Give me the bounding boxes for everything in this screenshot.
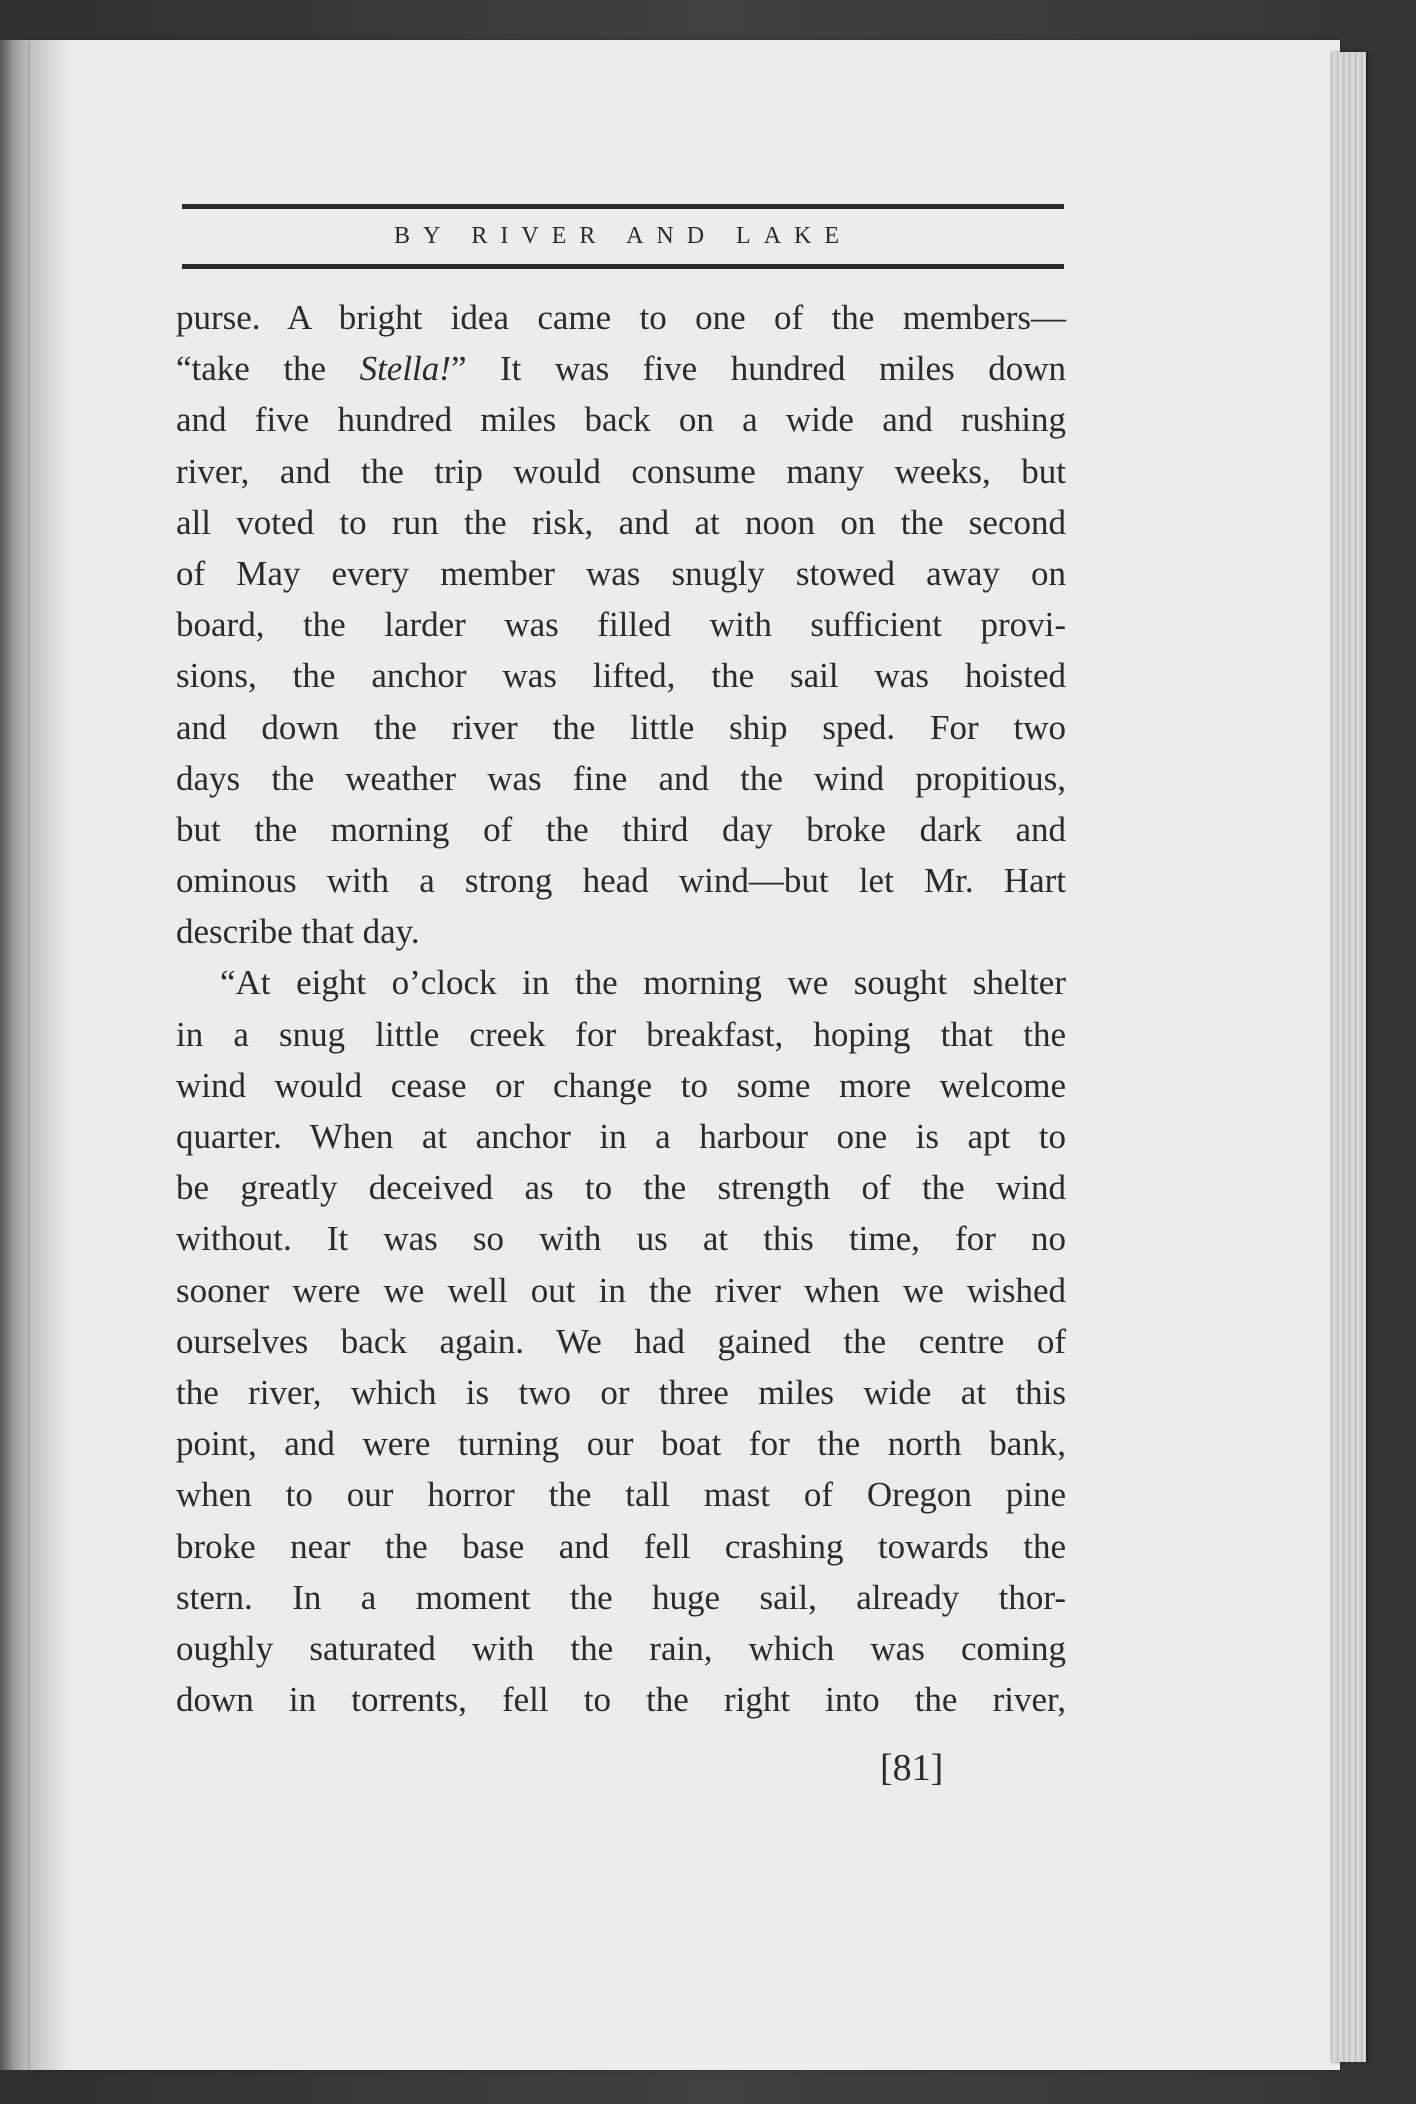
body-text xyxy=(176,292,1066,1725)
text-line: be greatly deceived as to the strength of the wind xyxy=(176,1168,1066,1208)
header-rule-top xyxy=(182,204,1064,209)
text-line: and five hundred miles back on a wide and rushing xyxy=(176,400,1066,440)
gutter-shadow xyxy=(30,40,70,2070)
text-line: point, and were turning our boat for the north bank, xyxy=(176,1424,1066,1464)
running-head: BY RIVER AND LAKE xyxy=(393,223,853,249)
text-line: sooner were we well out in the river when we wished xyxy=(176,1270,1066,1310)
text-line: board, the larder was filled with sufficient provi- xyxy=(176,605,1066,645)
text-line: describe that day. xyxy=(176,912,420,952)
boat-name: Stella! xyxy=(359,349,451,389)
text-line: wind would cease or change to some more welcome xyxy=(176,1065,1066,1105)
quote-open: “take the xyxy=(176,349,360,389)
text-line xyxy=(176,343,1066,394)
line-continuation: It was five hundred miles down xyxy=(499,349,1066,389)
text-line: stern. In a moment the huge sail, already thor- xyxy=(176,1577,1066,1617)
text-line: and down the river the little ship sped. For two xyxy=(176,707,1066,747)
page-stack-edge xyxy=(1330,52,1366,2062)
text-line: oughly saturated with the rain, which was coming xyxy=(176,1628,1066,1668)
text-line: purse. A bright idea came to one of the members— xyxy=(176,298,1066,337)
text-line: all voted to run the risk, and at noon on the second xyxy=(176,502,1066,542)
text-line: the river, which is two or three miles wide at this xyxy=(176,1372,1066,1412)
quote-close: ” xyxy=(450,349,500,389)
text-line: quarter. When at anchor in a harbour one is apt to xyxy=(176,1117,1066,1156)
text-line: ourselves back again. We had gained the centre of xyxy=(176,1321,1066,1361)
page-number: [81] xyxy=(880,1747,944,1789)
text-line: in a snug little creek for breakfast, hoping that the xyxy=(176,1014,1066,1054)
text-line: when to our horror the tall mast of Oregon pine xyxy=(176,1475,1066,1515)
header-rule-bottom xyxy=(182,264,1064,269)
text-line: sions, the anchor was lifted, the sail was hoisted xyxy=(176,656,1066,696)
text-line: down in torrents, fell to the right into the river, xyxy=(176,1680,1066,1720)
text-line: days the weather was fine and the wind propitious, xyxy=(176,758,1066,798)
text-line: broke near the base and fell crashing towards the xyxy=(176,1526,1066,1566)
text-line: river, and the trip would consume many weeks, but xyxy=(176,451,1066,491)
text-line: but the morning of the third day broke dark and xyxy=(176,809,1066,849)
text-line: “At eight o’clock in the morning we sought shelter xyxy=(220,963,1066,1003)
text-line: of May every member was snugly stowed away on xyxy=(176,553,1066,593)
facing-page-edge xyxy=(0,40,34,2070)
text-line: without. It was so with us at this time, for no xyxy=(176,1219,1066,1259)
text-line: ominous with a strong head wind—but let Mr. Hart xyxy=(176,861,1066,901)
